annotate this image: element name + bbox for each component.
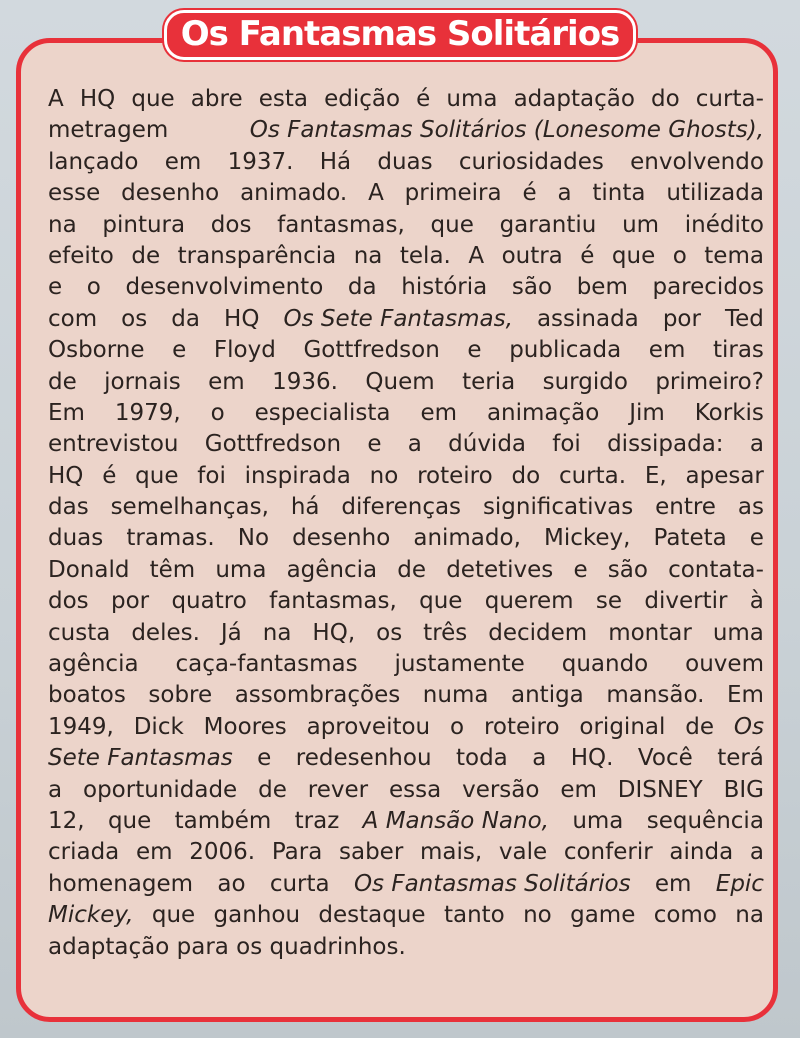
text-line bbox=[48, 586, 764, 617]
text-line bbox=[48, 649, 764, 680]
word: Dick bbox=[133, 713, 184, 740]
word: transparência bbox=[177, 242, 337, 269]
word: edição bbox=[324, 86, 401, 112]
word: terá bbox=[717, 745, 764, 772]
word: sequência bbox=[646, 807, 764, 834]
word: A bbox=[368, 180, 384, 207]
word: tema bbox=[704, 242, 764, 269]
text-line bbox=[48, 304, 764, 335]
word: sobre bbox=[148, 682, 213, 709]
word: da bbox=[171, 305, 200, 332]
word: fantasmas, bbox=[269, 588, 397, 615]
word: curta bbox=[269, 870, 330, 897]
word: HQ. bbox=[570, 745, 614, 772]
word: ganhou bbox=[213, 902, 301, 929]
word: têm bbox=[149, 556, 196, 583]
word: e bbox=[573, 556, 588, 583]
word: animação bbox=[486, 399, 600, 426]
word: e bbox=[48, 274, 63, 301]
text-line bbox=[48, 712, 764, 743]
word: roteiro bbox=[483, 713, 560, 740]
word: uma bbox=[215, 556, 267, 583]
text-line bbox=[48, 680, 764, 711]
word: essa bbox=[388, 776, 442, 803]
word: esse bbox=[48, 180, 101, 207]
word: quatro bbox=[171, 588, 247, 615]
word: A Mansão Nano, bbox=[362, 807, 549, 834]
word: 1949, bbox=[48, 713, 114, 740]
word: há bbox=[290, 494, 320, 521]
word: toda bbox=[455, 745, 508, 772]
word: Os bbox=[733, 713, 764, 740]
word: um bbox=[622, 211, 660, 238]
word: é bbox=[102, 462, 117, 489]
word: se bbox=[595, 588, 623, 615]
word: é bbox=[580, 242, 595, 269]
word: animado. bbox=[240, 180, 348, 207]
word: uma bbox=[572, 807, 624, 834]
word: assinada bbox=[536, 305, 639, 332]
word: quando bbox=[561, 651, 649, 678]
word: o bbox=[210, 399, 225, 426]
word: que bbox=[135, 462, 179, 489]
text-line bbox=[48, 84, 764, 115]
word: que bbox=[131, 86, 175, 112]
word: 2006. bbox=[189, 839, 256, 866]
word: dos bbox=[48, 588, 89, 615]
title-banner bbox=[0, 10, 800, 60]
word: Gottfredson bbox=[303, 337, 440, 364]
word: animado, bbox=[413, 525, 521, 552]
word: tanto bbox=[443, 902, 505, 929]
word: Mickey, bbox=[48, 902, 134, 929]
word: história bbox=[401, 274, 488, 301]
word: curta- bbox=[695, 86, 764, 112]
word: aproveitou bbox=[306, 713, 431, 740]
word: Epic bbox=[715, 870, 764, 897]
word: uma bbox=[712, 619, 764, 646]
word: tramas. bbox=[126, 525, 215, 552]
word: outra bbox=[501, 242, 563, 269]
word: A bbox=[468, 242, 485, 269]
word: apesar bbox=[685, 462, 764, 489]
text-line bbox=[48, 398, 764, 429]
word: a bbox=[48, 776, 63, 803]
word: à bbox=[749, 588, 764, 615]
word: Jim bbox=[629, 399, 665, 426]
word: Em bbox=[727, 682, 764, 709]
word: por bbox=[110, 588, 150, 615]
word: pintura bbox=[102, 211, 186, 238]
word: desenho bbox=[292, 525, 391, 552]
word: uma bbox=[446, 86, 498, 112]
word: Moores bbox=[203, 713, 287, 740]
word: Pateta bbox=[653, 525, 727, 552]
word: utilizada bbox=[666, 180, 764, 207]
word: dúvida bbox=[448, 431, 527, 458]
word: roteiro bbox=[417, 462, 493, 489]
text-line bbox=[48, 147, 764, 178]
word: e bbox=[749, 525, 764, 552]
text-line bbox=[48, 775, 764, 806]
word: tiras bbox=[712, 337, 764, 364]
word: na bbox=[48, 211, 77, 238]
word: decidem bbox=[488, 619, 588, 646]
word: semelhanças, bbox=[110, 494, 269, 521]
word: na bbox=[353, 242, 383, 269]
word: oportunidade bbox=[83, 776, 238, 803]
word: agência bbox=[48, 651, 139, 678]
word: querem bbox=[484, 588, 574, 615]
word: no bbox=[523, 902, 552, 929]
word: Gottfredson bbox=[204, 431, 342, 458]
word: tela. bbox=[399, 242, 451, 269]
word: foi bbox=[197, 462, 226, 489]
word: de bbox=[685, 713, 714, 740]
word: desenho bbox=[121, 180, 220, 207]
text-line bbox=[48, 523, 764, 554]
word: ao bbox=[217, 870, 246, 897]
text-line bbox=[48, 115, 764, 146]
text-line bbox=[48, 869, 764, 900]
word: as bbox=[737, 494, 764, 521]
word: significativas bbox=[482, 494, 634, 521]
word: é bbox=[416, 86, 431, 112]
word: redesenhou bbox=[295, 745, 432, 772]
word: das bbox=[48, 494, 89, 521]
word: HQ bbox=[79, 86, 116, 112]
word: deles. bbox=[131, 619, 200, 646]
word: traz bbox=[294, 807, 340, 834]
word: jornais bbox=[104, 368, 181, 395]
word: E, bbox=[644, 462, 667, 489]
article-title: Os Fantasmas Solitários bbox=[164, 10, 637, 60]
word: boatos bbox=[48, 682, 126, 709]
word: 1937. bbox=[227, 148, 294, 175]
text-line bbox=[48, 932, 764, 963]
word: Ted bbox=[725, 305, 764, 332]
word: na bbox=[262, 619, 292, 646]
word: 1979, bbox=[114, 399, 181, 426]
word: os bbox=[376, 619, 403, 646]
word: curiosidades bbox=[458, 148, 604, 175]
word: em bbox=[654, 870, 692, 897]
word: 12, bbox=[48, 807, 85, 834]
word: lançado bbox=[48, 148, 139, 175]
word: saber bbox=[339, 839, 404, 866]
word: justamente bbox=[394, 651, 525, 678]
word: Floyd bbox=[213, 337, 276, 364]
word: Para bbox=[271, 839, 323, 866]
word: original bbox=[579, 713, 666, 740]
text-line bbox=[48, 241, 764, 272]
word: surgido bbox=[542, 368, 628, 395]
word: primeira bbox=[404, 180, 502, 207]
text-line bbox=[48, 555, 764, 586]
text-line bbox=[48, 618, 764, 649]
word: que bbox=[107, 807, 152, 834]
word: caça-fantasmas bbox=[175, 651, 358, 678]
word: que bbox=[430, 211, 474, 238]
word: Você bbox=[637, 745, 693, 772]
word: em bbox=[164, 148, 202, 175]
text-line bbox=[48, 743, 764, 774]
word: Em bbox=[48, 399, 85, 426]
word: do bbox=[511, 462, 541, 489]
word: efeito bbox=[48, 242, 114, 269]
word: Donald bbox=[48, 556, 130, 583]
word: três bbox=[423, 619, 468, 646]
word: Os Sete Fantasmas, bbox=[283, 305, 513, 332]
word: Os Fantasmas Solitários (Lonesome Ghosts), bbox=[249, 117, 764, 144]
word: custa bbox=[48, 619, 111, 646]
word: A bbox=[48, 86, 64, 112]
word: em bbox=[560, 776, 597, 803]
word: Há bbox=[319, 148, 352, 175]
word: e bbox=[172, 337, 187, 364]
word: detetives bbox=[446, 556, 554, 583]
word: foi bbox=[552, 431, 581, 458]
word: a bbox=[749, 431, 764, 458]
word: o bbox=[672, 242, 687, 269]
word: fantasmas, bbox=[277, 211, 405, 238]
word: por bbox=[662, 305, 701, 332]
word: duas bbox=[48, 525, 104, 552]
word: em bbox=[135, 839, 173, 866]
word: em bbox=[208, 368, 245, 395]
word: HQ bbox=[48, 462, 84, 489]
word: envolvendo bbox=[630, 148, 764, 175]
word: de bbox=[397, 556, 427, 583]
word: e bbox=[257, 745, 272, 772]
word: de bbox=[258, 776, 287, 803]
word: Sete Fantasmas bbox=[48, 745, 233, 772]
word: que bbox=[419, 588, 463, 615]
word: Quem bbox=[365, 368, 435, 395]
text-line bbox=[48, 178, 764, 209]
word: numa bbox=[422, 682, 489, 709]
word: agência bbox=[286, 556, 378, 583]
text-line bbox=[48, 210, 764, 241]
word: o bbox=[450, 713, 465, 740]
word: Mickey, bbox=[543, 525, 631, 552]
word: montar bbox=[608, 619, 692, 646]
word: Osborne bbox=[48, 337, 145, 364]
word: tinta bbox=[592, 180, 646, 207]
word: dos bbox=[210, 211, 252, 238]
word: ouvem bbox=[685, 651, 764, 678]
word: e bbox=[367, 431, 382, 458]
word: em bbox=[648, 337, 686, 364]
word: abre bbox=[190, 86, 243, 112]
word: diferenças bbox=[341, 494, 462, 521]
word: antiga bbox=[511, 682, 584, 709]
word: HQ, bbox=[312, 619, 356, 646]
word: que bbox=[151, 902, 196, 929]
word: contata- bbox=[668, 556, 764, 583]
word: bem bbox=[576, 274, 628, 301]
word: a bbox=[407, 431, 422, 458]
text-line bbox=[48, 806, 764, 837]
word: de bbox=[48, 368, 77, 395]
word: criada bbox=[48, 839, 120, 866]
text-line bbox=[48, 272, 764, 303]
word: são bbox=[607, 556, 648, 583]
word: destaque bbox=[318, 902, 426, 929]
word: mansão. bbox=[606, 682, 705, 709]
word: os bbox=[121, 305, 148, 332]
word: vale bbox=[498, 839, 548, 866]
word: inédito bbox=[684, 211, 764, 238]
word: esta bbox=[258, 86, 308, 112]
word: HQ bbox=[224, 305, 260, 332]
word: o bbox=[86, 274, 101, 301]
word: homenagem bbox=[48, 870, 194, 897]
word: curta. bbox=[558, 462, 627, 489]
word: entre bbox=[655, 494, 716, 521]
text-line bbox=[48, 461, 764, 492]
word: metragem bbox=[48, 117, 169, 144]
word: publicada bbox=[509, 337, 622, 364]
text-line bbox=[48, 335, 764, 366]
word: que bbox=[611, 242, 656, 269]
word: primeiro? bbox=[655, 368, 764, 395]
article-body bbox=[48, 84, 764, 963]
word: a bbox=[557, 180, 572, 207]
word: são bbox=[511, 274, 553, 301]
word: de bbox=[131, 242, 161, 269]
word: a bbox=[532, 745, 547, 772]
word: DISNEY bbox=[617, 776, 703, 803]
word: versão bbox=[462, 776, 540, 803]
word: rever bbox=[307, 776, 369, 803]
word: também bbox=[174, 807, 272, 834]
word: da bbox=[347, 274, 377, 301]
word: Korkis bbox=[694, 399, 764, 426]
word: 1936. bbox=[272, 368, 338, 395]
word: teria bbox=[462, 368, 516, 395]
word: divertir bbox=[644, 588, 728, 615]
word: inspirada bbox=[244, 462, 351, 489]
word: conferir bbox=[563, 839, 653, 866]
word: BIG bbox=[723, 776, 764, 803]
word: adaptação bbox=[513, 86, 635, 112]
word: especialista bbox=[254, 399, 391, 426]
word: do bbox=[651, 86, 680, 112]
word: garantiu bbox=[499, 211, 597, 238]
word: dissipada: bbox=[607, 431, 724, 458]
word: Já bbox=[220, 619, 242, 646]
text-line bbox=[48, 367, 764, 398]
word: parecidos bbox=[652, 274, 764, 301]
text-line bbox=[48, 492, 764, 523]
word: em bbox=[420, 399, 458, 426]
word: duas bbox=[377, 148, 433, 175]
word: e bbox=[467, 337, 482, 364]
word: com bbox=[48, 305, 98, 332]
text-line bbox=[48, 837, 764, 868]
text-line bbox=[48, 900, 764, 931]
word: Os Fantasmas Solitários bbox=[353, 870, 631, 897]
word: entrevistou bbox=[48, 431, 179, 458]
word: a bbox=[749, 839, 764, 866]
word: ainda bbox=[669, 839, 734, 866]
word: game bbox=[570, 902, 636, 929]
word: na bbox=[735, 902, 764, 929]
word: adaptação para os quadrinhos. bbox=[48, 933, 406, 960]
word: desenvolvimento bbox=[125, 274, 324, 301]
word: como bbox=[653, 902, 717, 929]
text-line bbox=[48, 429, 764, 460]
word: no bbox=[369, 462, 399, 489]
word: assombrações bbox=[234, 682, 401, 709]
word: é bbox=[522, 180, 537, 207]
word: No bbox=[237, 525, 270, 552]
word: mais, bbox=[420, 839, 483, 866]
